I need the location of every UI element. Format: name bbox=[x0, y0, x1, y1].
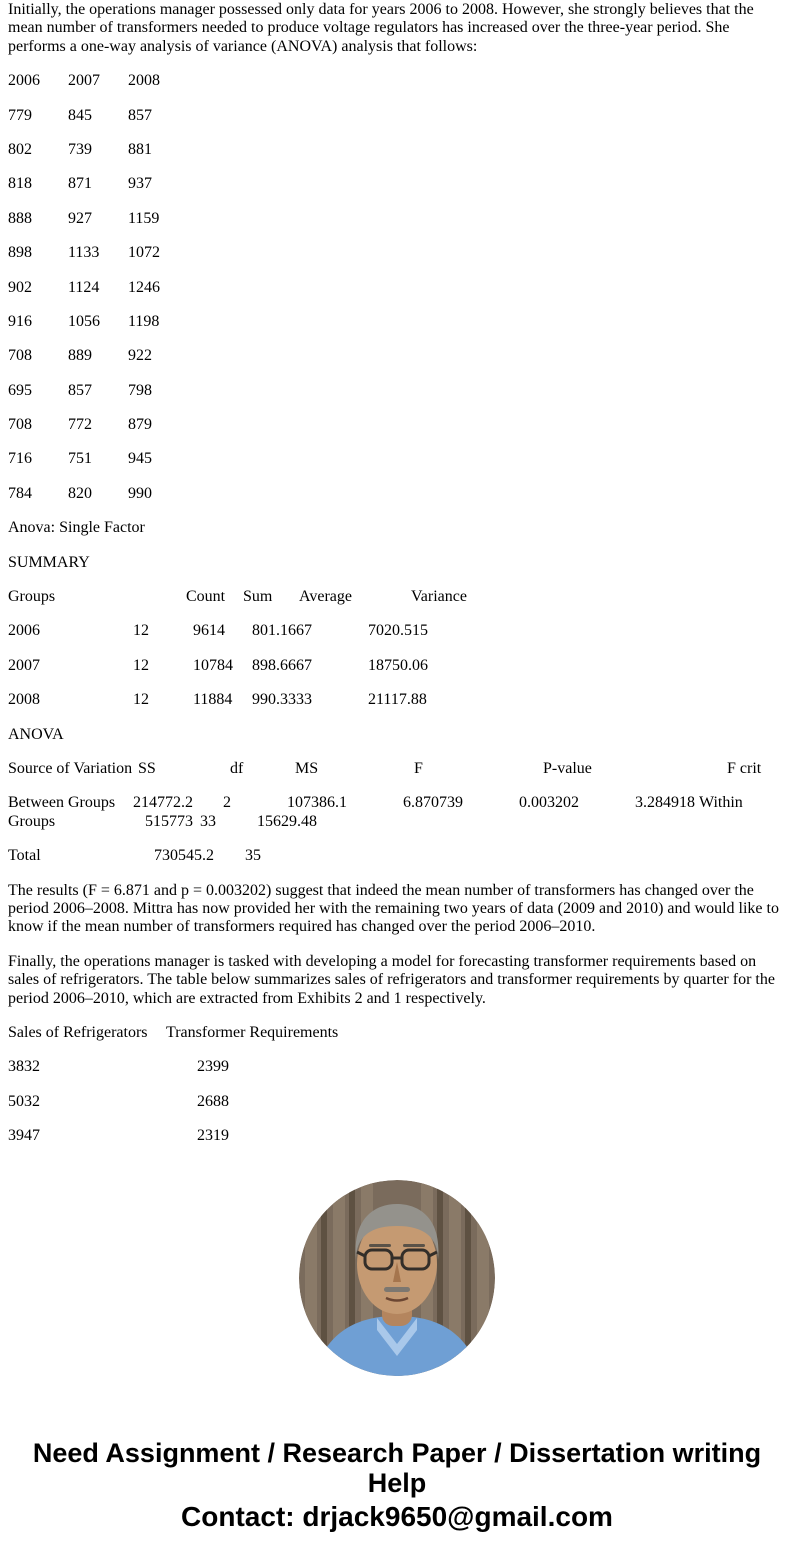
data-table-row bbox=[8, 244, 786, 262]
summary-row bbox=[8, 657, 786, 675]
table-cell: 945 bbox=[128, 450, 152, 468]
anova-header-cell: MS bbox=[295, 759, 319, 777]
table-cell: 1159 bbox=[128, 209, 160, 227]
data-table-row bbox=[8, 141, 786, 159]
table-cell: 708 bbox=[8, 416, 32, 434]
summary-label: SUMMARY bbox=[8, 553, 90, 571]
table-cell: Between Groups bbox=[8, 794, 116, 812]
table-cell: 820 bbox=[68, 484, 92, 502]
anova-header-cell: P-value bbox=[543, 759, 592, 777]
table-cell: 2006 bbox=[8, 622, 40, 640]
table-cell: 3.284918 bbox=[635, 794, 695, 812]
table-cell: 7020.515 bbox=[368, 622, 428, 640]
data-table-row bbox=[8, 450, 786, 468]
table-cell: 1133 bbox=[68, 244, 100, 262]
table-cell: 2008 bbox=[8, 691, 40, 709]
data-table-row bbox=[8, 416, 786, 434]
anova-header-cell: F bbox=[414, 759, 423, 777]
year-header-cell: 2006 bbox=[8, 72, 40, 90]
table-cell: Groups bbox=[8, 812, 56, 830]
table-cell: 11884 bbox=[193, 691, 233, 709]
anova-between-within-row bbox=[8, 794, 786, 831]
anova-total-row bbox=[8, 847, 786, 865]
table-cell: 898 bbox=[8, 244, 32, 262]
table-cell: 990.3333 bbox=[252, 691, 312, 709]
results-paragraph: The results (F = 6.871 and p = 0.003202) suggest that indeed the mean number of transformers has changed over the period 2006–2008. Mittra has now provided her with the remaining two years of data (2009 and 2010) and would like to know if the mean number of transformers required has changed over the period 2006–2010. bbox=[8, 881, 779, 936]
sales-table-row bbox=[8, 1058, 786, 1076]
table-cell: 779 bbox=[8, 106, 32, 124]
table-cell: 937 bbox=[128, 175, 152, 193]
data-table-row bbox=[8, 485, 786, 503]
data-table-row bbox=[8, 347, 786, 365]
table-cell: 2399 bbox=[197, 1058, 229, 1076]
table-cell: 889 bbox=[68, 347, 92, 365]
table-cell: 695 bbox=[8, 381, 32, 399]
table-cell: 927 bbox=[68, 209, 92, 227]
sales-header-cell: Transformer Requirements bbox=[166, 1023, 339, 1041]
table-cell: 3947 bbox=[8, 1127, 40, 1145]
intro-paragraph: Initially, the operations manager possessed only data for years 2006 to 2008. However, she strongly believes that the mean number of transformers needed to produce voltage regulators has increased over the three-year period. She performs a one-way analysis of variance (ANOVA) analysis that follows: bbox=[8, 1, 754, 55]
sales-header-cell: Sales of Refrigerators bbox=[8, 1023, 148, 1041]
table-cell: 2007 bbox=[8, 656, 40, 674]
table-cell: 818 bbox=[8, 175, 32, 193]
table-cell: Total bbox=[8, 847, 41, 865]
summary-header-row bbox=[8, 588, 786, 606]
contact-email-line: Contact: drjack9650@gmail.com bbox=[181, 1501, 613, 1533]
anova-header-cell: df bbox=[230, 759, 244, 777]
year-header-cell: 2008 bbox=[128, 72, 160, 90]
summary-row bbox=[8, 622, 786, 640]
table-cell: 12 bbox=[133, 691, 149, 709]
data-table-row bbox=[8, 107, 786, 125]
year-header-cell: 2007 bbox=[68, 72, 100, 90]
table-cell: 898.6667 bbox=[252, 656, 312, 674]
table-cell: 871 bbox=[68, 175, 92, 193]
table-cell: 857 bbox=[128, 106, 152, 124]
table-cell: 21117.88 bbox=[368, 691, 427, 709]
data-table-row bbox=[8, 279, 786, 297]
table-cell: 801.1667 bbox=[252, 622, 312, 640]
footer bbox=[8, 1438, 786, 1533]
table-cell: 6.870739 bbox=[403, 794, 463, 812]
summary-header-cell: Average bbox=[299, 588, 352, 606]
table-cell: 739 bbox=[68, 140, 92, 158]
table-cell: 1056 bbox=[68, 312, 100, 330]
anova-header-cell: SS bbox=[138, 759, 156, 777]
table-cell: 922 bbox=[128, 347, 152, 365]
table-cell: Within bbox=[699, 794, 743, 812]
table-cell: 798 bbox=[128, 381, 152, 399]
table-cell: 3832 bbox=[8, 1058, 40, 1076]
table-cell: 2319 bbox=[197, 1127, 229, 1145]
table-cell: 515773 bbox=[145, 812, 193, 830]
table-cell: 857 bbox=[68, 381, 92, 399]
sales-table-row bbox=[8, 1127, 786, 1145]
table-cell: 902 bbox=[8, 278, 32, 296]
table-cell: 802 bbox=[8, 140, 32, 158]
table-cell: 881 bbox=[128, 140, 152, 158]
data-table-row bbox=[8, 382, 786, 400]
anova-header-cell: Source of Variation bbox=[8, 759, 133, 777]
table-cell: 0.003202 bbox=[519, 794, 579, 812]
anova-header-row bbox=[8, 760, 786, 778]
table-cell: 730545.2 bbox=[154, 847, 214, 865]
table-cell: 708 bbox=[8, 347, 32, 365]
sales-table-row bbox=[8, 1093, 786, 1111]
table-cell: 845 bbox=[68, 106, 92, 124]
data-table-row bbox=[8, 210, 786, 228]
table-cell: 15629.48 bbox=[257, 812, 317, 830]
instructor-portrait-photo bbox=[299, 1180, 495, 1376]
summary-row bbox=[8, 691, 786, 709]
data-table-row bbox=[8, 175, 786, 193]
table-cell: 107386.1 bbox=[287, 794, 347, 812]
anova-header-cell: F crit bbox=[727, 759, 762, 777]
help-heading: Need Assignment / Research Paper / Dissertation writing Help bbox=[32, 1437, 762, 1499]
instructor-photo bbox=[299, 1180, 495, 1376]
data-table-header-row bbox=[8, 72, 786, 90]
table-cell: 1246 bbox=[128, 278, 160, 296]
anova-label: ANOVA bbox=[8, 725, 64, 743]
table-cell: 716 bbox=[8, 450, 32, 468]
table-cell: 2688 bbox=[197, 1092, 229, 1110]
sales-table-header-row bbox=[8, 1024, 786, 1042]
table-cell: 33 bbox=[200, 812, 216, 830]
table-cell: 751 bbox=[68, 450, 92, 468]
summary-header-cell: Count bbox=[186, 588, 226, 606]
table-cell: 10784 bbox=[193, 656, 233, 674]
table-cell: 990 bbox=[128, 484, 152, 502]
table-cell: 1124 bbox=[68, 278, 100, 296]
table-cell: 12 bbox=[133, 622, 149, 640]
document-page bbox=[8, 1, 786, 1533]
table-cell: 5032 bbox=[8, 1092, 40, 1110]
data-table-row bbox=[8, 313, 786, 331]
table-cell: 1198 bbox=[128, 312, 160, 330]
table-cell: 12 bbox=[133, 656, 149, 674]
summary-header-cell: Variance bbox=[411, 588, 467, 606]
table-cell: 2 bbox=[223, 794, 231, 812]
table-cell: 916 bbox=[8, 312, 32, 330]
anova-title: Anova: Single Factor bbox=[8, 519, 145, 537]
summary-header-cell: Sum bbox=[243, 588, 273, 606]
forecast-paragraph: Finally, the operations manager is tasked with developing a model for forecasting transformer requirements based on sales of refrigerators. The table below summarizes sales of refrigerators and transformer requirements by quarter for the period 2006–2010, which are extracted from Exhibits 2 and 1 respectively. bbox=[8, 952, 775, 1007]
table-cell: 9614 bbox=[193, 622, 225, 640]
table-cell: 1072 bbox=[128, 244, 160, 262]
table-cell: 214772.2 bbox=[133, 794, 193, 812]
table-cell: 888 bbox=[8, 209, 32, 227]
table-cell: 18750.06 bbox=[368, 656, 428, 674]
table-cell: 35 bbox=[245, 847, 261, 865]
summary-header-cell: Groups bbox=[8, 588, 56, 606]
portrait-container bbox=[8, 1180, 786, 1381]
table-cell: 879 bbox=[128, 416, 152, 434]
table-cell: 784 bbox=[8, 484, 32, 502]
table-cell: 772 bbox=[68, 416, 92, 434]
